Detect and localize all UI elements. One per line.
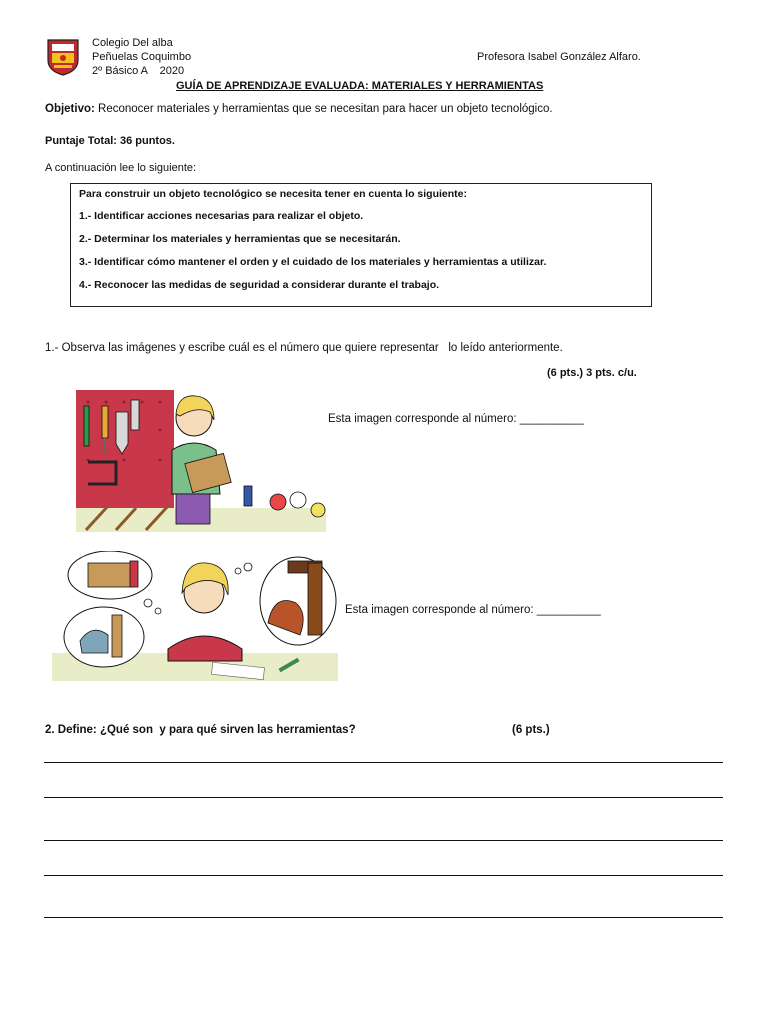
instructions-box — [70, 183, 652, 307]
tools-pegboard-illustration — [76, 390, 326, 532]
question-1-points: (6 pts.) 3 pts. c/u. — [547, 367, 637, 379]
box-heading: Para construir un objeto tecnológico se necesita tener en cuenta lo siguiente: — [79, 188, 468, 200]
page-title: GUÍA DE APRENDIZAJE EVALUADA: MATERIALES Y HERRAMIENTAS — [176, 80, 544, 92]
thinking-girl-illustration — [52, 551, 338, 681]
grade-year: 2º Básico A 2020 — [92, 65, 185, 77]
box-item-4: 4.- Reconocer las medidas de seguridad a considerar durante el trabajo. — [79, 279, 440, 291]
image-2-caption: Esta imagen corresponde al número: __________ — [345, 604, 601, 616]
box-item-1: 1.- Identificar acciones necesarias para realizar el objeto. — [79, 210, 364, 222]
total-score: Puntaje Total: 36 puntos. — [45, 135, 175, 147]
answer-line-3[interactable] — [44, 840, 723, 841]
answer-line-4[interactable] — [44, 875, 723, 876]
image-1-caption: Esta imagen corresponde al número: __________ — [328, 413, 584, 425]
answer-line-5[interactable] — [44, 917, 723, 918]
objective — [45, 102, 553, 116]
school-name: Colegio Del alba — [92, 37, 173, 49]
school-logo — [46, 38, 80, 76]
question-2-prompt: 2. Define: ¿Qué son y para qué sirven las herramientas? — [45, 724, 356, 736]
answer-line-2[interactable] — [44, 797, 723, 798]
answer-line-1[interactable] — [44, 762, 723, 763]
box-item-3: 3.- Identificar cómo mantener el orden y el cuidado de los materiales y herramientas a utilizar. — [79, 256, 547, 268]
box-item-2: 2.- Determinar los materiales y herramientas que se necesitarán. — [79, 233, 401, 245]
question-1-prompt: 1.- Observa las imágenes y escribe cuál es el número que quiere representar lo leído anteriormente. — [45, 342, 563, 354]
objective-label: Objetivo: — [45, 103, 95, 115]
objective-text: Reconocer materiales y herramientas que se necesitan para hacer un objeto tecnológico. — [98, 103, 553, 115]
question-2-points: (6 pts.) — [512, 724, 550, 736]
read-prompt: A continuación lee lo siguiente: — [45, 162, 197, 174]
teacher-name: Profesora Isabel González Alfaro. — [477, 51, 641, 63]
school-location: Peñuelas Coquimbo — [92, 51, 192, 63]
